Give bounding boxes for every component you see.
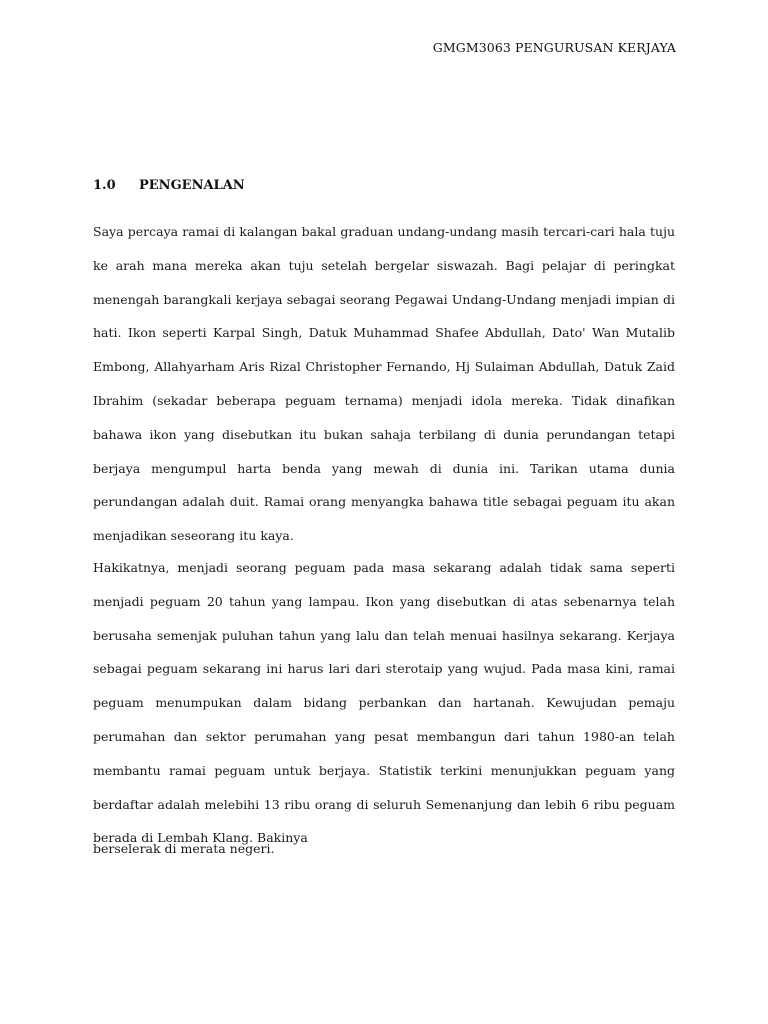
paragraph-reality: Hakikatnya, menjadi seorang peguam pada masa sekarang adalah tidak sama seperti menjadi peguam 20 tahun yang lampau. Ikon yang disebutkan di atas sebenarnya telah berusaha semenjak puluhan tahun yang lalu dan telah menuai hasilnya sekarang. Kerjaya sebagai peguam sekarang ini harus lari dari sterotaip yang wujud. Pada masa kini, ramai peguam menumpukan dalam bidang perbankan dan hartanah. Kewujudan pemaju perumahan dan sektor perumahan yang pesat membangun dari tahun 1980-an telah membantu ramai peguam untuk berjaya. Statistik terkini menunjukkan peguam yang berdaftar adalah melebihi 13 ribu orang di seluruh Semenanjung dan lebih 6 ribu peguam berada di Lembah Klang. Bakinya (93, 560, 675, 846)
page-header: GMGM3063 PENGURUSAN KERJAYA (432, 40, 676, 55)
section-heading (93, 178, 245, 193)
section-title: PENGENALAN (139, 178, 245, 193)
paragraph-introduction: Saya percaya ramai di kalangan bakal graduan undang-undang masih tercari-cari hala tuju ke arah mana mereka akan tuju setelah bergelar siswazah. Bagi pelajar di peringkat menengah barangkali kerjaya sebagai seorang Pegawai Undang-Undang menjadi impian di hati. Ikon seperti Karpal Singh, Datuk Muhammad Shafee Abdullah, Dato' Wan Mutalib Embong, Allahyarham Aris Rizal Christopher Fernando, Hj Sulaiman Abdullah, Datuk Zaid Ibrahim (sekadar beberapa peguam ternama) menjadi idola mereka. Tidak dinafikan bahawa ikon yang disebutkan itu bukan sahaja terbilang di dunia perundangan tetapi berjaya mengumpul harta benda yang mewah di dunia ini. Tarikan utama dunia perundangan adalah duit. Ramai orang menyangka bahawa title sebagai peguam itu akan menjadikan seseorang itu kaya. (93, 224, 675, 544)
paragraph-continuation: berselerak di merata negeri. (93, 841, 275, 856)
section-number: 1.0 (93, 178, 116, 193)
